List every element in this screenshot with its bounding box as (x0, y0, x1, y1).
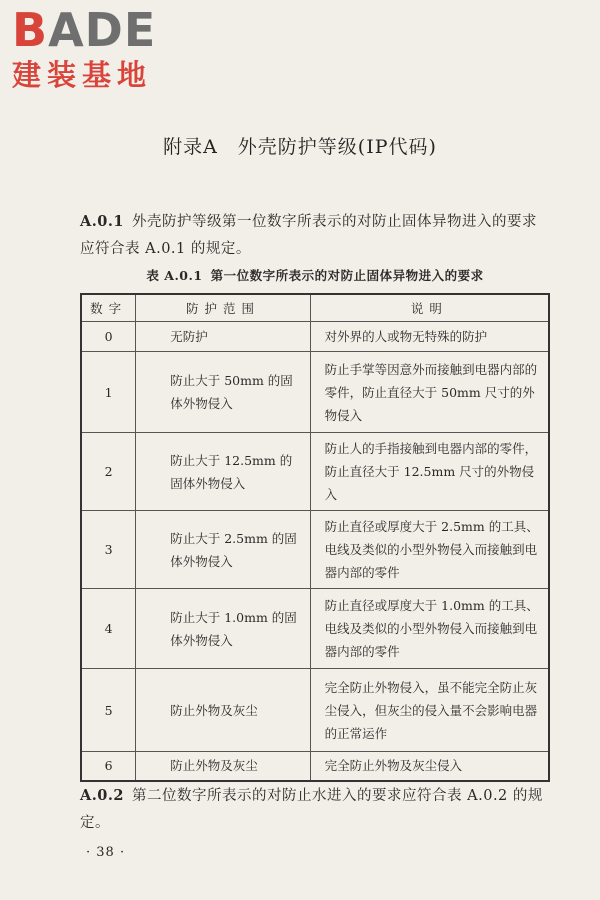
table-row (81, 511, 549, 589)
header-description: 说明 (310, 294, 549, 322)
table-header-row (81, 294, 549, 322)
ip-first-digit-table (80, 293, 550, 782)
clause-a01-text: 外壳防护等级第一位数字所表示的对防止固体异物进入的要求应符合表 A.0.1 的规定。 (80, 214, 538, 257)
clause-a02 (80, 782, 550, 837)
row-digit: 6 (81, 752, 136, 781)
row-description: 防止直径或厚度大于 2.5mm 的工具、电线及类似的小型外物侵入而接触到电器内部的零件 (310, 511, 549, 589)
row-protection: 防止大于 2.5mm 的固体外物侵入 (136, 511, 310, 589)
table-number: 表 A.0.1 (146, 268, 203, 283)
table-row (81, 752, 549, 781)
bade-logo (12, 4, 182, 92)
table-caption (80, 266, 550, 284)
table-row (81, 352, 549, 433)
clause-a01 (80, 208, 550, 263)
row-description: 防止直径或厚度大于 1.0mm 的工具、电线及类似的小型外物侵入而接触到电器内部的零件 (310, 589, 549, 669)
row-description: 对外界的人或物无特殊的防护 (310, 322, 549, 352)
clause-a02-number: A.0.2 (80, 787, 125, 804)
table-caption-text: 第一位数字所表示的对防止固体异物进入的要求 (210, 268, 484, 283)
clause-a02-text: 第二位数字所表示的对防止水进入的要求应符合表 A.0.2 的规定。 (80, 788, 543, 831)
row-protection: 无防护 (136, 322, 310, 352)
row-protection: 防止大于 1.0mm 的固体外物侵入 (136, 589, 310, 669)
logo-chinese-name: 建装基地 (12, 58, 153, 92)
row-protection: 防止大于 12.5mm 的固体外物侵入 (136, 433, 310, 511)
row-digit: 4 (81, 589, 136, 669)
logo-wordmark: BADE (12, 3, 157, 57)
page-number: · 38 · (86, 845, 126, 860)
row-description: 防止人的手指接触到电器内部的零件，防止直径大于 12.5mm 尺寸的外物侵入 (310, 433, 549, 511)
row-protection: 防止外物及灰尘 (136, 669, 310, 752)
table-row (81, 433, 549, 511)
row-digit: 1 (81, 352, 136, 433)
table-row (81, 669, 549, 752)
appendix-title: 附录A 外壳防护等级(IP代码) (163, 136, 437, 158)
row-description: 防止手掌等因意外而接触到电器内部的零件，防止直径大于 50mm 尺寸的外物侵入 (310, 352, 549, 433)
row-protection: 防止外物及灰尘 (136, 752, 310, 781)
table-row (81, 322, 549, 352)
row-description: 完全防止外物侵入，虽不能完全防止灰尘侵入，但灰尘的侵入量不会影响电器的正常运作 (310, 669, 549, 752)
row-description: 完全防止外物及灰尘侵入 (310, 752, 549, 781)
row-digit: 0 (81, 322, 136, 352)
row-protection: 防止大于 50mm 的固体外物侵入 (136, 352, 310, 433)
table-row (81, 589, 549, 669)
header-protection: 防护范围 (136, 294, 310, 322)
clause-a01-number: A.0.1 (80, 213, 125, 230)
header-digit: 数字 (81, 294, 136, 322)
row-digit: 5 (81, 669, 136, 752)
row-digit: 3 (81, 511, 136, 589)
row-digit: 2 (81, 433, 136, 511)
